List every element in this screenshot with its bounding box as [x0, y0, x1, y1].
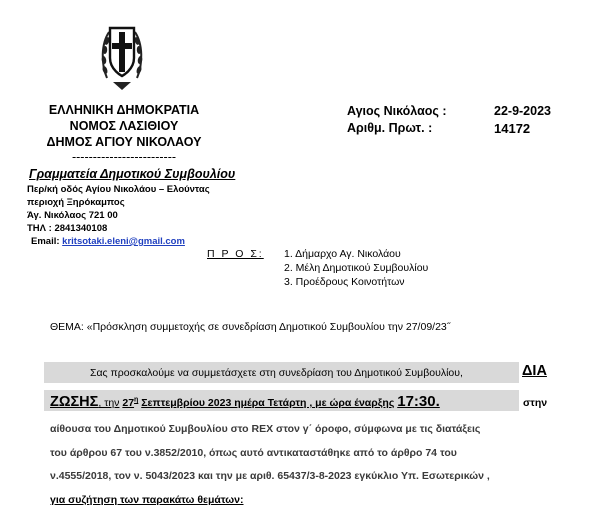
email-link[interactable]: kritsotaki.eleni@gmail.com	[62, 236, 185, 247]
sender-phone: ΤΗΛ : 2841340108	[27, 223, 108, 234]
body-in-person-2: ΖΩΣΗΣ	[50, 394, 99, 410]
subject-line: ΘΕΜΑ: «Πρόσκληση συμμετοχής σε συνεδρίαση Δημοτικού Συμβουλίου την 27/09/23˝	[50, 321, 451, 333]
recipient-item: 1. Δήμαρχο Αγ. Νικολάου	[284, 248, 401, 260]
greek-emblem-icon	[99, 14, 145, 96]
body-l2-date: Σεπτεμβρίου 2023 ημέρα Τετάρτη , με ώρα έναρξης	[141, 397, 395, 409]
sender-email-row	[31, 236, 185, 247]
body-line-6: για συζήτηση των παρακάτω θεμάτων:	[50, 494, 244, 506]
body-line-5: ν.4555/2018, τον ν. 5043/2023 και την με αριθ. 65437/3-8-2023 εγκύκλιο Υπ. Εσωτερικών ,	[50, 470, 490, 482]
body-line-1: Σας προσκαλούμε να συμμετάσχετε στη συνεδρίαση του Δημοτικού Συμβουλίου,	[90, 367, 463, 379]
recipients-label: Π Ρ Ο Σ:	[207, 248, 264, 260]
recipient-item: 2. Μέλη Δημοτικού Συμβουλίου	[284, 262, 429, 274]
body-l2-a: , την	[98, 397, 120, 409]
sender-address-1: Περ/κή οδός Αγίου Νικολάου – Ελούντας	[27, 184, 210, 195]
header-line-municipality: ΔΗΜΟΣ ΑΓΙΟΥ ΝΙΚΟΛΑΟΥ	[46, 135, 202, 149]
protocol-number: 14172	[494, 121, 531, 136]
body-l2-end: στην	[523, 397, 548, 409]
protocol-label: Αριθμ. Πρωτ. :	[347, 121, 433, 135]
place-label: Αγιος Νικόλαος :	[347, 104, 447, 118]
body-in-person-1: ΔΙΑ	[522, 363, 547, 379]
document-date: 22-9-2023	[494, 104, 551, 118]
body-line-2	[50, 393, 440, 410]
sender-address-2: περιοχή Ξηρόκαμπος	[27, 197, 125, 208]
recipient-item: 3. Προέδρους Κοινοτήτων	[284, 276, 405, 288]
body-l2-day: 27	[122, 397, 135, 409]
header-line-republic: ΕΛΛΗΝΙΚΗ ΔΗΜΟΚΡΑΤΙΑ	[48, 103, 200, 117]
body-l2-sup: η	[134, 396, 139, 404]
header-line-prefecture: ΝΟΜΟΣ ΛΑΣΙΘΙΟΥ	[69, 119, 179, 133]
email-label: Email:	[31, 236, 60, 247]
sender-address-3: Άγ. Νικόλαος 721 00	[27, 210, 118, 221]
sender-title: Γραμματεία Δημοτικού Συμβουλίου	[29, 167, 236, 181]
body-line-4: του άρθρου 67 του ν.3852/2010, όπως αυτό αντικαταστάθηκε από το άρθρο 74 του	[50, 447, 457, 459]
header-divider: -------------------------	[71, 150, 177, 164]
body-line-3: αίθουσα του Δημοτικού Συμβουλίου στο REX στον γ΄ όροφο, σύμφωνα με τις διατάξεις	[50, 423, 481, 435]
body-l2-time: 17:30.	[397, 393, 440, 410]
